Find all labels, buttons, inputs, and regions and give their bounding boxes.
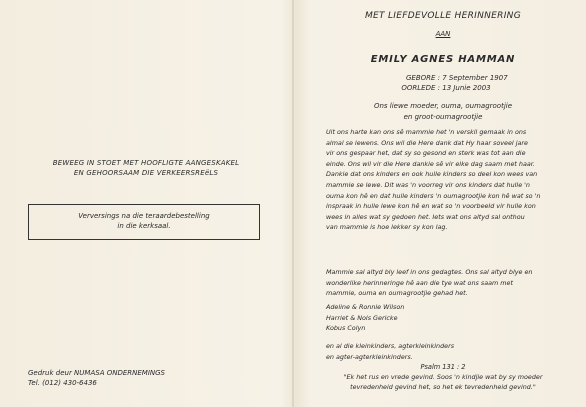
memorial-heading: MET LIEFDEVOLLE HERINNERING: [364, 11, 521, 21]
tribute-line: wees in alles wat sy gedoen het. Iets wat ons altyd sal onthou: [326, 212, 525, 221]
procession-notice-line-1: BEWEEG IN STOET MET HOOFLIGTE AANGESKAKEL: [52, 159, 240, 167]
refreshments-line-2: in die kerksaal.: [117, 222, 171, 230]
tribute-line: van mammie is hoe lekker sy kon lag.: [326, 223, 448, 232]
descendants-line-1: en al die kleinkinders, agterkleinkinders: [326, 342, 455, 350]
procession-notice-line-2: EN GEHOORSAAM DIE VERKEERSREëLS: [73, 169, 219, 177]
born-value: 7 September 1907: [442, 74, 508, 82]
refreshments-line-1: Verversings na die teraardebestelling: [78, 212, 210, 220]
tribute-line: Dankie dat ons kinders en ook hulle kinders so deel kon wees van: [326, 170, 538, 179]
tribute-line: mammie se lewe. Dit was 'n voorreg vir ons kinders dat hulle 'n: [326, 180, 530, 189]
tribute-line: Uit ons harte kan ons sê mammie het 'n verskil gemaak in ons: [326, 128, 527, 136]
descendants-note: [326, 341, 546, 362]
tribute-line: einde. Ons wil vir die Here dankie sê vir elke dag saam met haar.: [326, 159, 535, 168]
family-name: Harriet & Nols Gericke: [326, 313, 398, 322]
tribute-line: Mammie sal altyd bly leef in ons gedagtes. Ons sal altyd blye en: [326, 268, 533, 276]
psalm-line-2: tevredenheid gevind het, so het ek tevredenheid gevind.": [350, 383, 536, 391]
died-label: OORLEDE :: [401, 84, 440, 92]
tribute-paragraph-1: [326, 127, 580, 233]
family-name: Kobus Colyn: [326, 324, 366, 333]
tribute-line: ouma kon hê en dat hulle kinders 'n oumagrootjie kon hê wat so 'n: [326, 191, 541, 200]
tribute-paragraph-2: [326, 267, 580, 299]
life-dates: [400, 73, 580, 93]
born-row: [400, 73, 580, 83]
subtitle-line-1: Ons liewe moeder, ouma, oumagrootjie: [373, 102, 513, 110]
tribute-line: mammie, ouma en oumagrootjie gehad het.: [326, 289, 468, 298]
born-label: GEBORE :: [405, 74, 440, 82]
refreshments-box: [28, 204, 260, 240]
printer-line-2: Tel. (012) 430-6436: [28, 379, 97, 387]
tribute-line: wonderlike herinneringe hê aan die tye wat ons saam met: [326, 278, 513, 287]
died-value: 13 Junie 2003: [442, 84, 491, 92]
family-name: Adeline & Ronnie Wilson: [326, 303, 405, 311]
died-row: [400, 83, 580, 93]
psalm-reference: Psalm 131 : 2: [420, 363, 466, 371]
tribute-line: almal se lewens. Ons wil die Here dank dat Hy haar soveel jare: [326, 138, 528, 147]
subtitle-line-2: en groot-oumagrootjie: [403, 113, 483, 121]
printer-line-1: Gedruk deur NUMASA ONDERNEMINGS: [28, 369, 165, 377]
psalm-line-1: "Ek het rus en vrede gevind. Soos 'n kindjie wat by sy moeder: [343, 373, 543, 381]
memorial-aan: AAN: [435, 30, 451, 38]
procession-notice: [0, 158, 292, 178]
deceased-name: EMILY AGNES HAMMAN: [370, 54, 516, 65]
printer-credit: [28, 368, 248, 388]
family-names: [326, 302, 526, 334]
fold-line: [292, 0, 294, 407]
relationship-subtitle: [300, 101, 586, 123]
descendants-line-2: en agter-agterkleinkinders.: [326, 352, 413, 361]
tribute-line: vir ons gespaar het, dat sy so gesond en sterk was tot aan die: [326, 149, 526, 158]
psalm-quote: [300, 372, 586, 392]
tribute-line: inspraak in hulle lewe kon hê en wat so 'n voorbeeld vir hulle kon: [326, 202, 536, 211]
